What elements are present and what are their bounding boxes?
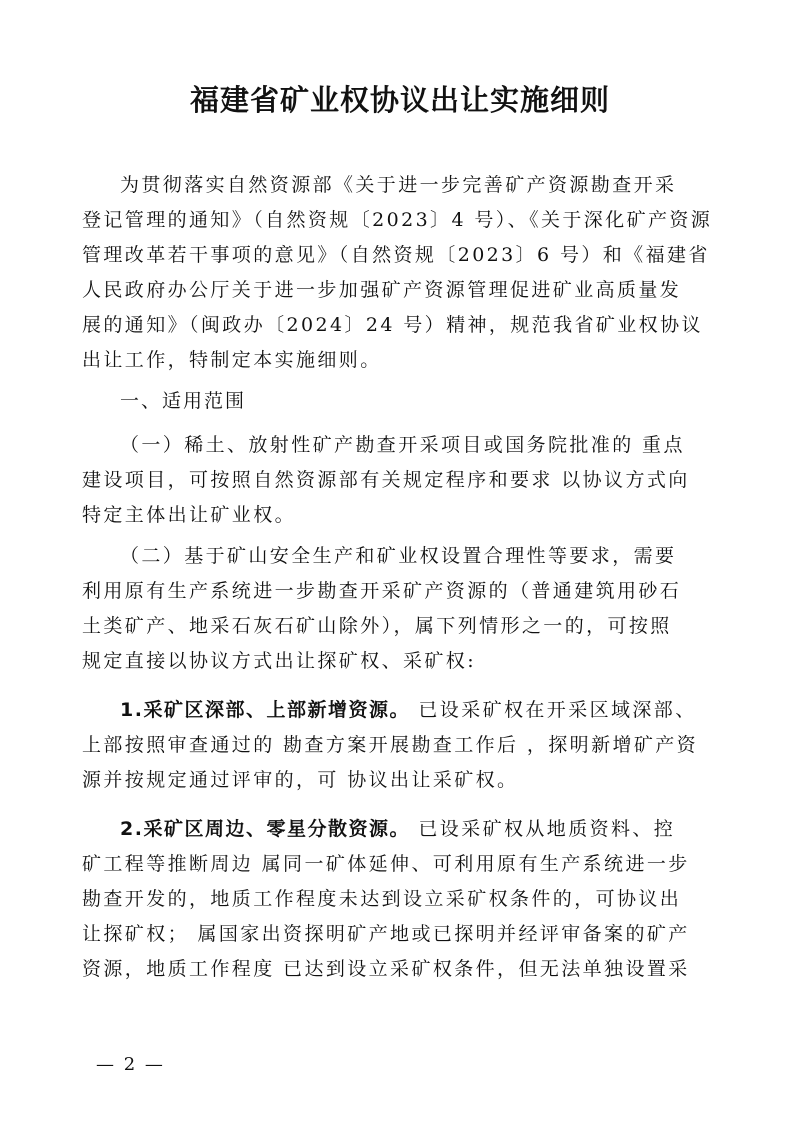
document-title: 福建省矿业权协议出让实施细则: [189, 83, 610, 117]
page-number: — 2 —: [96, 1054, 165, 1075]
point1-line: 源并按规定通过评审的，可 协议出让采矿权。: [82, 769, 519, 791]
point1-heading: 1.采矿区深部、上部新增资源。: [120, 699, 410, 721]
intro-line: 管理改革若干事项的意见》（自然资规〔2023〕6 号）和《福建省: [82, 244, 710, 266]
intro-line: 人民政府办公厅关于进一步加强矿产资源管理促进矿业高质量发: [82, 279, 682, 301]
point2-line: 让探矿权； 属国家出资探明矿产地或已探明并经评审备案的矿产: [82, 923, 690, 945]
intro-line: 登记管理的通知》（自然资规〔2023〕4 号）、《关于深化矿产资源: [82, 209, 713, 231]
point2-first-line: [120, 817, 675, 841]
point2-line: 勘查开发的，地质工作程度未达到设立采矿权条件的，可协议出: [82, 888, 682, 910]
intro-line: 出让工作，特制定本实施细则。: [82, 349, 382, 371]
item2-line: 规定直接以协议方式出让探矿权、采矿权:: [82, 650, 477, 672]
intro-line: 为贯彻落实自然资源部《关于进一步完善矿产资源勘查开采: [120, 174, 677, 196]
point1-text: 已设采矿权在开采区域深部、: [418, 699, 697, 721]
point2-line: 矿工程等推断周边 属同一矿体延伸、可利用原有生产系统进一步: [82, 853, 690, 875]
item1-line: 建设项目，可按照自然资源部有关规定程序和要求 以协议方式向: [82, 469, 690, 491]
item2-line: 土类矿产、地采石灰石矿山除外），属下列情形之一的，可按照: [82, 615, 672, 637]
point1-first-line: [120, 698, 697, 722]
item1-line: （一）稀土、放射性矿产勘查开采项目或国务院批准的 重点: [120, 434, 685, 456]
point1-line: 上部按照审查通过的 勘查方案开展勘查工作后 ，探明新增矿产资: [82, 734, 699, 756]
section-heading: 一、适用范围: [120, 390, 247, 412]
point2-line: 资源，地质工作程度 已达到设立采矿权条件，但无法单独设置采: [82, 958, 690, 980]
point2-heading: 2.采矿区周边、零星分散资源。: [120, 818, 410, 840]
item2-line: （二）基于矿山安全生产和矿业权设置合理性等要求，需要: [120, 545, 677, 567]
point2-text: 已设采矿权从地质资料、控: [418, 818, 676, 840]
intro-line: 展的通知》（闽政办〔2024〕24 号）精神，规范我省矿业权协议: [82, 314, 703, 336]
item1-line: 特定主体出让矿业权。: [82, 504, 297, 526]
item2-line: 利用原有生产系统进一步勘查开采矿产资源的（普通建筑用砂石: [82, 580, 682, 602]
